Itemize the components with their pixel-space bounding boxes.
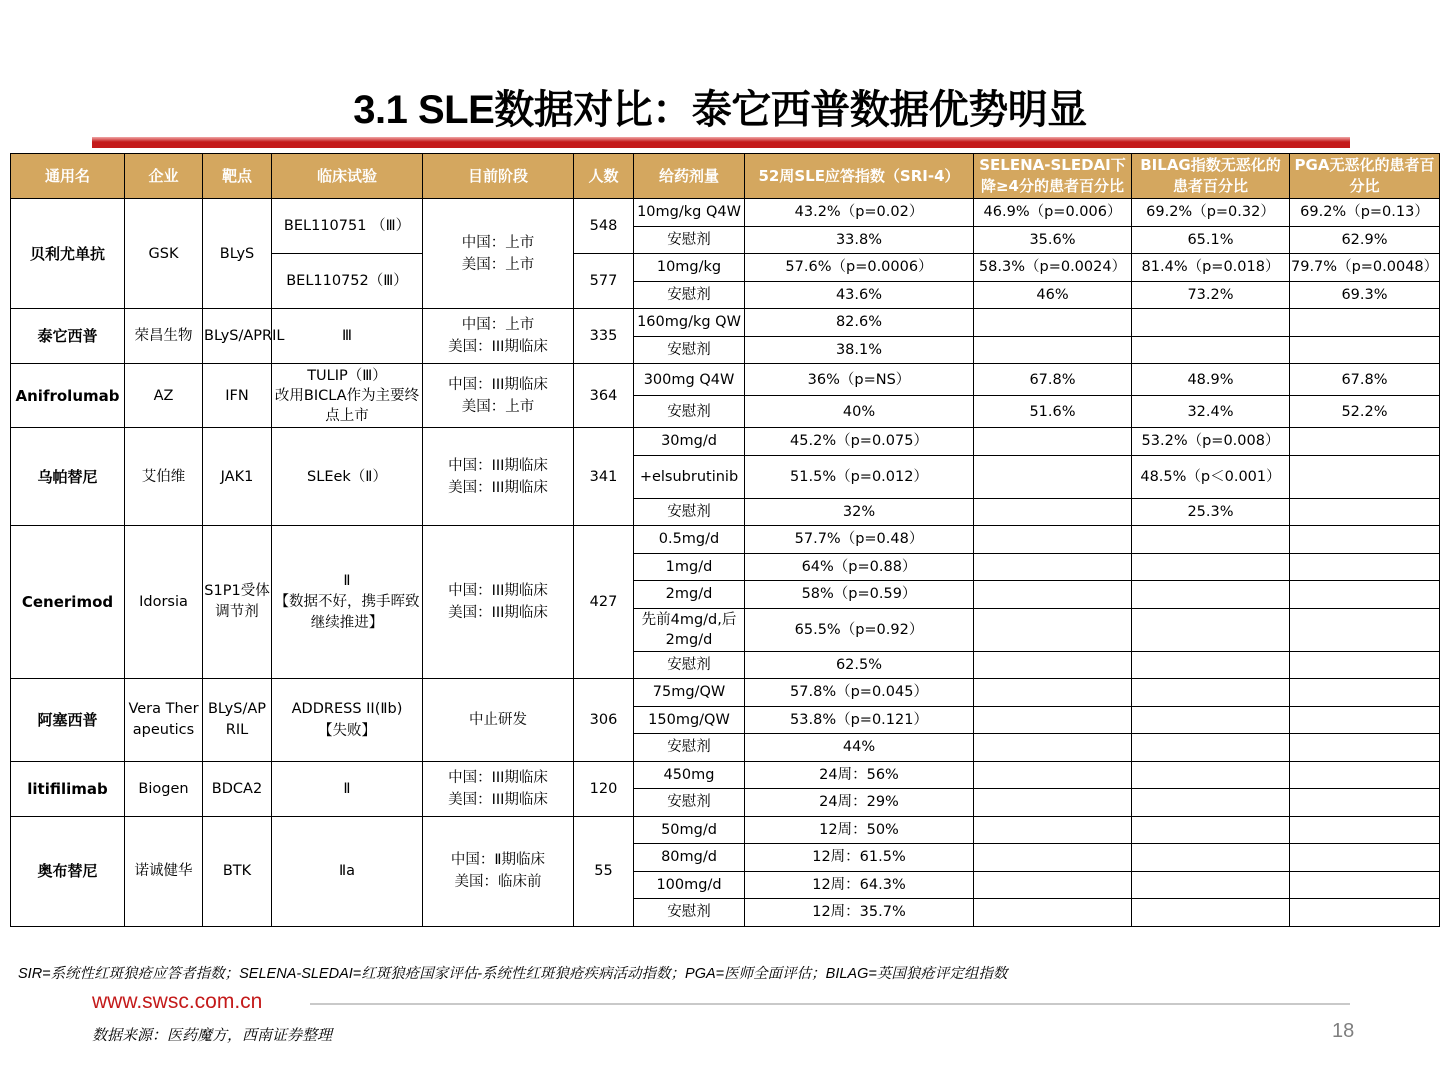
drug-name: 奥布替尼	[11, 816, 125, 926]
selena	[974, 581, 1132, 609]
data-source: 数据来源：医药魔方，西南证券整理	[92, 1027, 333, 1044]
dose: 10mg/kg Q4W	[634, 199, 745, 227]
pga	[1290, 789, 1440, 817]
bilag	[1132, 816, 1290, 844]
bilag: 48.9%	[1132, 364, 1290, 396]
drug-name: 泰它西普	[11, 309, 125, 364]
bilag: 65.1%	[1132, 226, 1290, 254]
table-row	[11, 428, 1440, 456]
col-header: 目前阶段	[423, 154, 574, 199]
table-header-row	[11, 154, 1440, 199]
pga: 62.9%	[1290, 226, 1440, 254]
page-title: 3.1 SLE数据对比：泰它西普数据优势明显	[353, 88, 1087, 132]
sri4: 12周：35.7%	[745, 899, 974, 927]
pga	[1290, 608, 1440, 651]
trial: Ⅱa	[272, 816, 423, 926]
bilag	[1132, 899, 1290, 927]
selena	[974, 336, 1132, 364]
col-header: 靶点	[203, 154, 272, 199]
dose: 160mg/kg QW	[634, 309, 745, 337]
bilag	[1132, 706, 1290, 734]
selena: 67.8%	[974, 364, 1132, 396]
selena: 35.6%	[974, 226, 1132, 254]
patient-count: 364	[574, 364, 634, 428]
trial: BEL110752（Ⅲ）	[272, 254, 423, 309]
table-row	[11, 364, 1440, 396]
sri4: 43.2%（p=0.02）	[745, 199, 974, 227]
sri4: 24周：56%	[745, 761, 974, 789]
table-row	[11, 526, 1440, 554]
stage: 中国：Ⅱ期临床 美国：临床前	[423, 816, 574, 926]
stage: 中国：III期临床 美国：III期临床	[423, 428, 574, 526]
dose: 0.5mg/d	[634, 526, 745, 554]
trial: BEL110751 （Ⅲ）	[272, 199, 423, 254]
patient-count: 120	[574, 761, 634, 816]
dose: 安慰剂	[634, 396, 745, 428]
company: Biogen	[125, 761, 203, 816]
dose: 450mg	[634, 761, 745, 789]
selena	[974, 734, 1132, 762]
col-header: PGA无恶化的患者百分比	[1290, 154, 1440, 199]
pga	[1290, 844, 1440, 872]
col-header: 企业	[125, 154, 203, 199]
selena: 46%	[974, 281, 1132, 309]
target: JAK1	[203, 428, 272, 526]
sri4: 53.8%（p=0.121）	[745, 706, 974, 734]
col-header: 人数	[574, 154, 634, 199]
dose: 80mg/d	[634, 844, 745, 872]
bilag: 53.2%（p=0.008）	[1132, 428, 1290, 456]
sri4: 58%（p=0.59）	[745, 581, 974, 609]
sri4: 38.1%	[745, 336, 974, 364]
sri4: 57.7%（p=0.48）	[745, 526, 974, 554]
patient-count: 548	[574, 199, 634, 254]
table-row	[11, 199, 1440, 227]
selena	[974, 761, 1132, 789]
selena	[974, 309, 1132, 337]
dose: 安慰剂	[634, 226, 745, 254]
pga: 69.2%（p=0.13）	[1290, 199, 1440, 227]
stage: 中国：III期临床 美国：上市	[423, 364, 574, 428]
sri4: 33.8%	[745, 226, 974, 254]
patient-count: 427	[574, 526, 634, 679]
target: BLyS	[203, 199, 272, 309]
pga	[1290, 336, 1440, 364]
drug-name: Cenerimod	[11, 526, 125, 679]
selena: 46.9%（p=0.006）	[974, 199, 1132, 227]
selena	[974, 899, 1132, 927]
bilag	[1132, 844, 1290, 872]
abbreviation-footnote: SIR=系统性红斑狼疮应答者指数；SELENA-SLEDAI=红斑狼疮国家评估-系统性红斑狼疮疾病活动指数；PGA=医师全面评估；BILAG=英国狼疮评定组指数	[18, 966, 1008, 982]
bilag	[1132, 553, 1290, 581]
title-underline	[92, 137, 1350, 148]
dose: 1mg/d	[634, 553, 745, 581]
trial: SLEek（Ⅱ）	[272, 428, 423, 526]
comparison-table	[10, 153, 1440, 927]
bilag	[1132, 526, 1290, 554]
bilag	[1132, 581, 1290, 609]
drug-name: 阿塞西普	[11, 679, 125, 762]
bilag: 32.4%	[1132, 396, 1290, 428]
dose: 安慰剂	[634, 336, 745, 364]
dose: 安慰剂	[634, 789, 745, 817]
dose: 安慰剂	[634, 281, 745, 309]
company: 艾伯维	[125, 428, 203, 526]
dose: 安慰剂	[634, 899, 745, 927]
patient-count: 341	[574, 428, 634, 526]
sri4: 36%（p=NS）	[745, 364, 974, 396]
sri4: 44%	[745, 734, 974, 762]
patient-count: 335	[574, 309, 634, 364]
target: IFN	[203, 364, 272, 428]
stage: 中国：III期临床 美国：III期临床	[423, 761, 574, 816]
col-header: BILAG指数无恶化的患者百分比	[1132, 154, 1290, 199]
dose: 75mg/QW	[634, 679, 745, 707]
company: Idorsia	[125, 526, 203, 679]
bilag	[1132, 608, 1290, 651]
dose: 300mg Q4W	[634, 364, 745, 396]
pga: 67.8%	[1290, 364, 1440, 396]
sri4: 45.2%（p=0.075）	[745, 428, 974, 456]
dose: 安慰剂	[634, 498, 745, 526]
bilag: 73.2%	[1132, 281, 1290, 309]
target: BLyS/APRIL	[203, 309, 272, 364]
company: Vera Therapeutics	[125, 679, 203, 762]
pga	[1290, 706, 1440, 734]
trial: ADDRESS II(Ⅱb) 【失败】	[272, 679, 423, 762]
selena: 51.6%	[974, 396, 1132, 428]
company: GSK	[125, 199, 203, 309]
pga	[1290, 899, 1440, 927]
company: 诺诚健华	[125, 816, 203, 926]
selena	[974, 553, 1132, 581]
selena	[974, 844, 1132, 872]
col-header: SELENA-SLEDAI下降≥4分的患者百分比	[974, 154, 1132, 199]
selena	[974, 455, 1132, 498]
trial: TULIP（Ⅲ） 改用BICLA作为主要终点上市	[272, 364, 423, 428]
company: AZ	[125, 364, 203, 428]
stage: 中国：上市 美国：III期临床	[423, 309, 574, 364]
sri4: 12周：64.3%	[745, 871, 974, 899]
dose: 150mg/QW	[634, 706, 745, 734]
selena	[974, 816, 1132, 844]
patient-count: 306	[574, 679, 634, 762]
page-number: 18	[1332, 1020, 1355, 1042]
trial: Ⅲ	[272, 309, 423, 364]
selena	[974, 608, 1132, 651]
bilag	[1132, 871, 1290, 899]
drug-name: 贝利尤单抗	[11, 199, 125, 309]
sri4: 82.6%	[745, 309, 974, 337]
pga	[1290, 581, 1440, 609]
pga: 79.7%（p=0.0048）	[1290, 254, 1440, 282]
bilag	[1132, 336, 1290, 364]
selena	[974, 679, 1132, 707]
pga	[1290, 309, 1440, 337]
pga	[1290, 428, 1440, 456]
col-header: 52周SLE应答指数（SRI-4）	[745, 154, 974, 199]
sri4: 12周：50%	[745, 816, 974, 844]
pga	[1290, 526, 1440, 554]
bilag	[1132, 651, 1290, 679]
table-row	[11, 679, 1440, 707]
patient-count: 55	[574, 816, 634, 926]
stage: 中国：上市 美国：上市	[423, 199, 574, 309]
sri4: 64%（p=0.88）	[745, 553, 974, 581]
bilag	[1132, 761, 1290, 789]
bilag: 81.4%（p=0.018）	[1132, 254, 1290, 282]
table-row	[11, 761, 1440, 789]
dose: 10mg/kg	[634, 254, 745, 282]
sri4: 57.6%（p=0.0006）	[745, 254, 974, 282]
trial: Ⅱ 【数据不好，携手晖致继续推进】	[272, 526, 423, 679]
patient-count: 577	[574, 254, 634, 309]
selena	[974, 428, 1132, 456]
trial: Ⅱ	[272, 761, 423, 816]
drug-name: 乌帕替尼	[11, 428, 125, 526]
sri4: 57.8%（p=0.045）	[745, 679, 974, 707]
drug-name: litifilimab	[11, 761, 125, 816]
sri4: 51.5%（p=0.012）	[745, 455, 974, 498]
col-header: 临床试验	[272, 154, 423, 199]
sri4: 12周：61.5%	[745, 844, 974, 872]
sri4: 24周：29%	[745, 789, 974, 817]
bilag	[1132, 789, 1290, 817]
pga: 69.3%	[1290, 281, 1440, 309]
stage: 中国：III期临床 美国：III期临床	[423, 526, 574, 679]
col-header: 通用名	[11, 154, 125, 199]
bilag: 25.3%	[1132, 498, 1290, 526]
dose: 2mg/d	[634, 581, 745, 609]
sri4: 65.5%（p=0.92）	[745, 608, 974, 651]
target: BTK	[203, 816, 272, 926]
pga	[1290, 553, 1440, 581]
sri4: 43.6%	[745, 281, 974, 309]
website-url[interactable]: www.swsc.com.cn	[92, 990, 263, 1013]
target: BLyS/APRIL	[203, 679, 272, 762]
bilag: 69.2%（p=0.32）	[1132, 199, 1290, 227]
pga	[1290, 679, 1440, 707]
pga: 52.2%	[1290, 396, 1440, 428]
dose: 安慰剂	[634, 651, 745, 679]
pga	[1290, 761, 1440, 789]
selena	[974, 498, 1132, 526]
table-row	[11, 309, 1440, 337]
dose: +elsubrutinib	[634, 455, 745, 498]
bilag	[1132, 734, 1290, 762]
bilag: 48.5%（p＜0.001）	[1132, 455, 1290, 498]
sri4: 62.5%	[745, 651, 974, 679]
dose: 30mg/d	[634, 428, 745, 456]
dose: 50mg/d	[634, 816, 745, 844]
selena	[974, 706, 1132, 734]
selena: 58.3%（p=0.0024）	[974, 254, 1132, 282]
drug-name: Anifrolumab	[11, 364, 125, 428]
pga	[1290, 871, 1440, 899]
selena	[974, 871, 1132, 899]
pga	[1290, 734, 1440, 762]
pga	[1290, 651, 1440, 679]
bilag	[1132, 679, 1290, 707]
target: S1P1受体调节剂	[203, 526, 272, 679]
col-header: 给药剂量	[634, 154, 745, 199]
sri4: 32%	[745, 498, 974, 526]
company: 荣昌生物	[125, 309, 203, 364]
selena	[974, 651, 1132, 679]
dose: 100mg/d	[634, 871, 745, 899]
dose: 先前4mg/d,后2mg/d	[634, 608, 745, 651]
table-row	[11, 816, 1440, 844]
target: BDCA2	[203, 761, 272, 816]
stage: 中止研发	[423, 679, 574, 762]
pga	[1290, 816, 1440, 844]
selena	[974, 526, 1132, 554]
footer-divider	[310, 1003, 1350, 1005]
pga	[1290, 498, 1440, 526]
selena	[974, 789, 1132, 817]
pga	[1290, 455, 1440, 498]
bilag	[1132, 309, 1290, 337]
dose: 安慰剂	[634, 734, 745, 762]
sri4: 40%	[745, 396, 974, 428]
